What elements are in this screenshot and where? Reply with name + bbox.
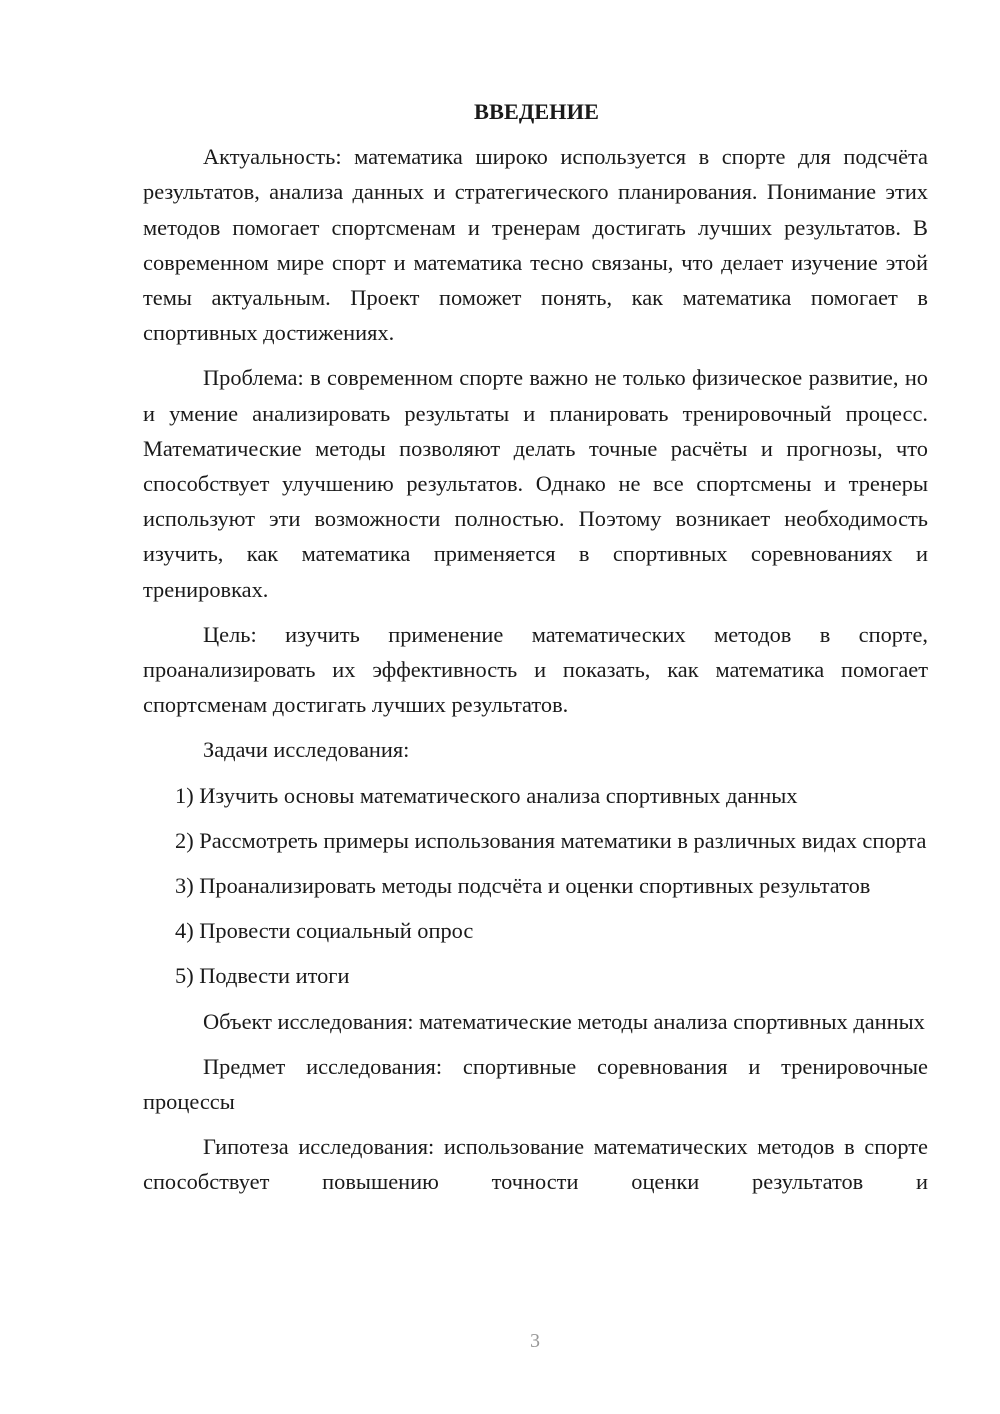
tasks-heading: Задачи исследования: — [203, 737, 410, 763]
paragraph-object: Объект исследования: математические методы анализа спортивных данных — [203, 1008, 925, 1034]
task-item-1: 1) Изучить основы математического анализа спортивных данных — [175, 782, 798, 808]
page-content — [143, 94, 928, 1210]
paragraph-hypothesis: Гипотеза исследования: использование математических методов в спорте способствует повышению точности оценки результатов и — [143, 1134, 928, 1195]
task-item-5: 5) Подвести итоги — [175, 963, 350, 989]
page-number: 3 — [530, 1330, 540, 1352]
task-item-3: 3) Проанализировать методы подсчёта и оценки спортивных результатов — [175, 873, 871, 899]
paragraph-problem: Проблема: в современном спорте важно не только физическое развитие, но и умение анализировать результаты и планировать тренировочный процесс. Математические методы позволяют делать точные расчёты и прогнозы, что способствует улучшению результатов. Однако не все спортсмены и тренеры используют эти возможности полностью. Поэтому возникает необходимость изучить, как математика применяется в спортивных соревнованиях и тренировках. — [143, 365, 928, 602]
paragraph-subject: Предмет исследования: спортивные соревнования и тренировочные процессы — [143, 1053, 928, 1115]
paragraph-goal: Цель: изучить применение математических методов в спорте, проанализировать их эффективность и показать, как математика помогает спортсменам достигать лучших результатов. — [143, 621, 928, 718]
paragraph-relevance: Актуальность: математика широко используется в спорте для подсчёта результатов, анализа данных и стратегического планирования. Понимание этих методов помогает спортсменам и тренерам достигать лучших результатов. В современном мире спорт и математика тесно связаны, что делает изучение этой темы актуальным. Проект поможет понять, как математика помогает в спортивных достижениях. — [143, 144, 928, 346]
section-title: ВВЕДЕНИЕ — [474, 99, 599, 124]
task-item-2: 2) Рассмотреть примеры использования математики в различных видах спорта — [175, 827, 927, 853]
task-item-4: 4) Провести социальный опрос — [175, 918, 474, 944]
